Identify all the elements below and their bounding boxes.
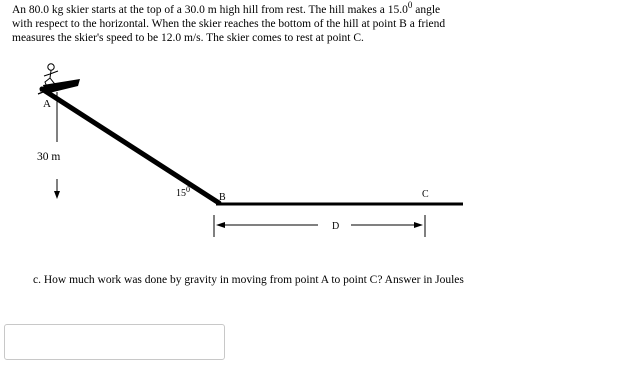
hill-top-cap [43,79,80,94]
point-a-label: A [43,98,51,110]
question-text: c. How much work was done by gravity in moving from point A to point C? Answer in Joules [33,274,464,286]
point-b-label: B [219,192,226,203]
distance-arrow-left-icon [216,222,225,228]
hill-slope [42,89,219,203]
distance-arrow-right-icon [414,222,423,228]
problem-line-1-end: angle [412,4,441,16]
angle-label [176,185,190,199]
problem-line-3: measures the skier's speed to be 12.0 m/s. The skier comes to rest at point C. [12,32,364,44]
distance-label: D [332,221,340,232]
angle-degree: 0 [186,185,190,194]
height-arrow-down-icon [54,191,60,199]
degree-superscript: 0 [407,0,413,11]
answer-input[interactable] [4,324,225,360]
problem-line-1-text: An 80.0 kg skier starts at the top of a 30.0 m high hill from rest. The hill makes a 15.0 [12,4,408,16]
height-label: 30 m [37,151,61,163]
problem-line-2: with respect to the horizontal. When the skier reaches the bottom of the hill at point B a friend [12,18,446,30]
angle-value: 15 [176,188,186,199]
point-c-label: C [422,189,429,200]
